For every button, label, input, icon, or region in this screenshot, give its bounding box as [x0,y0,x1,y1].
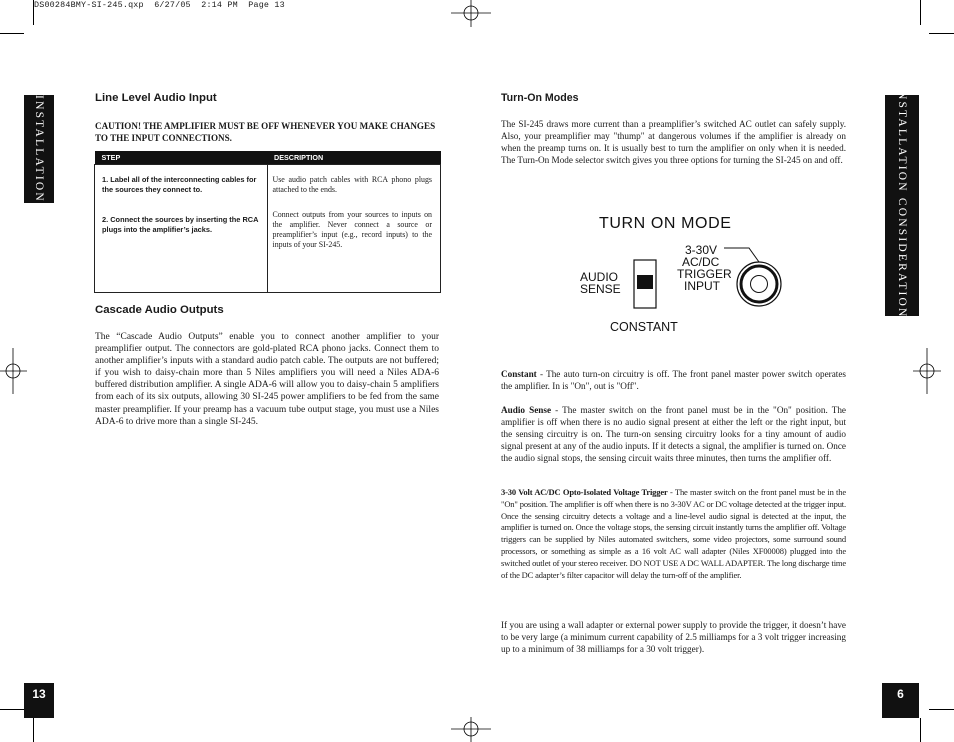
step-2-description: Connect outputs from your sources to inputs on the amplifier. Never connect a source or preamplifier’s input (e.g., record inputs) to the inputs of your SI-245. [272,209,432,250]
step-2-text: 2. Connect the sources by inserting the RCA plugs into the amplifier’s jacks. [102,215,259,234]
side-tab-label: INSTALLATION [33,95,45,203]
trigger-label-line: INPUT [684,279,720,293]
registration-mark-right [913,348,941,394]
audio-sense-label: AUDIO [580,270,619,284]
audio-sense-text: - The master switch on the front panel must be in the "On" position. The amplifier is off when there is no audio signal present at either the left or the right input, but the sensing circuitry is on. The turn-on sensing circuitry looks for a tiny amount of audio signal present at any of the audio inputs. If it detects a signal, the amplifier is turned on. Once the audio signal stops, the sensing circuit waits three minutes, then turns the amplifier off. [501,405,847,464]
voltage-trigger-text: - The master switch on the front panel must be in the "On" position. The amplifier is off when there is no 3-30V AC or DC voltage detected at the trigger input. Once the sensing circuitry detects a voltage and a line-level audio signal is detected at the input, the amplifier is turned on. Once the voltage stops, the sensing circuit instantly turns the amplifier off. Voltage triggers can be supplied by Niles automated switchers, some video projectors, some surround sound processors, or something as simple as a 16 volt AC wall adapter (Niles XF00008) plugged into the switched outlet of your stereo receiver. DO NOT USE A DC WALL ADAPTER. The long discharge time of the DC adapter’s filter capacitor will delay the turn-off of the amplifier. [501,487,846,580]
turn-on-mode-diagram [575,208,805,340]
constant-term: Constant [501,369,537,379]
side-tab-installation-considerations [885,84,919,327]
table-header-step: STEP [95,151,268,165]
trigger-label-line: AC/DC [682,255,720,269]
registration-mark-bottom [451,717,491,742]
cascade-body: The “Cascade Audio Outputs” enable you to connect another amplifier to your preamplifier output. The connectors are gold-plated RCA phono jacks. Connect them to another amplifier’s inputs with a standard audio patch cable. The outputs are not buffered; if you wish to daisy-chain more than 5 Niles amplifiers you will need a Niles ADA-6 buffered distribution amplifier. A single ADA-6 will allow you to daisy-chain 5 amplifiers from each of its six outputs, allowing 30 SI-245 power amplifiers to be fed from the same master preamplifier. If your preamp has a vacuum tube output stage, you must use a Niles ADA-6 to drive more than a single SI-245. [95,332,439,427]
wall-adapter-paragraph: If you are using a wall adapter or external power supply to provide the trigger, it doesn’t have to be very large (a minimum current capability of 2.5 milliamps for a 3 volt trigger increasing up to a minimum of 38 milliamps for a 30 volt trigger). [501,620,846,655]
step-1-text: 1. Label all of the interconnecting cables for the sources they connect to. [102,175,257,194]
trigger-label-line: TRIGGER [677,267,732,281]
voltage-trigger-term: 3-30 Volt AC/DC Opto-Isolated Voltage Trigger [501,487,668,497]
heading-line-level-audio-input: Line Level Audio Input [95,92,217,104]
constant-text: - The auto turn-on circuitry is off. The front panel master power switch operates the amplifier. In is "On", out is "Off". [501,369,846,392]
caution-notice: CAUTION! THE AMPLIFIER MUST BE OFF WHENEVER YOU MAKE CHANGES TO THE INPUT CONNECTIONS. [95,121,436,143]
registration-mark-top [451,0,491,27]
diagram-title: TURN ON MODE [599,215,732,232]
constant-paragraph [501,368,846,392]
trigger-rca-jack-icon [737,262,781,306]
audio-sense-label: SENSE [580,282,621,296]
trigger-label-line: 3-30V [685,243,718,257]
audio-sense-term: Audio Sense [501,405,552,415]
table-row [95,165,441,293]
print-slug: DS00284BMY-SI-245.qxp 6/27/05 2:14 PM Page 13 [34,0,285,10]
trigger-leader-line [724,248,759,262]
table-header-description: DESCRIPTION [267,151,440,165]
side-tab-installation [24,95,54,203]
voltage-trigger-paragraph [501,487,846,581]
side-tab-label: INSTALLATION CONSIDERATIONS [896,84,908,327]
page-number-left: 13 [24,683,54,718]
steps-table [94,151,441,293]
heading-cascade-audio-outputs: Cascade Audio Outputs [95,304,224,316]
mode-switch-slider [637,275,653,289]
audio-sense-paragraph [501,404,846,464]
page-number-right: 6 [882,683,919,718]
registration-mark-left [0,348,27,394]
heading-turn-on-modes: Turn-On Modes [501,92,579,104]
constant-label: CONSTANT [610,320,678,334]
turn-on-intro: The SI-245 draws more current than a preamplifier’s switched AC outlet can safely supply. Also, your preamplifier may "thump" at dangerous volumes if the amplifier is already on when the preamp turns on. It is usually best to turn the amplifier on only when it is needed. The Turn-On Mode selector switch gives you three options for turning the SI-245 on and off. [501,119,846,166]
step-1-description: Use audio patch cables with RCA phono plugs attached to the ends. [272,175,432,195]
